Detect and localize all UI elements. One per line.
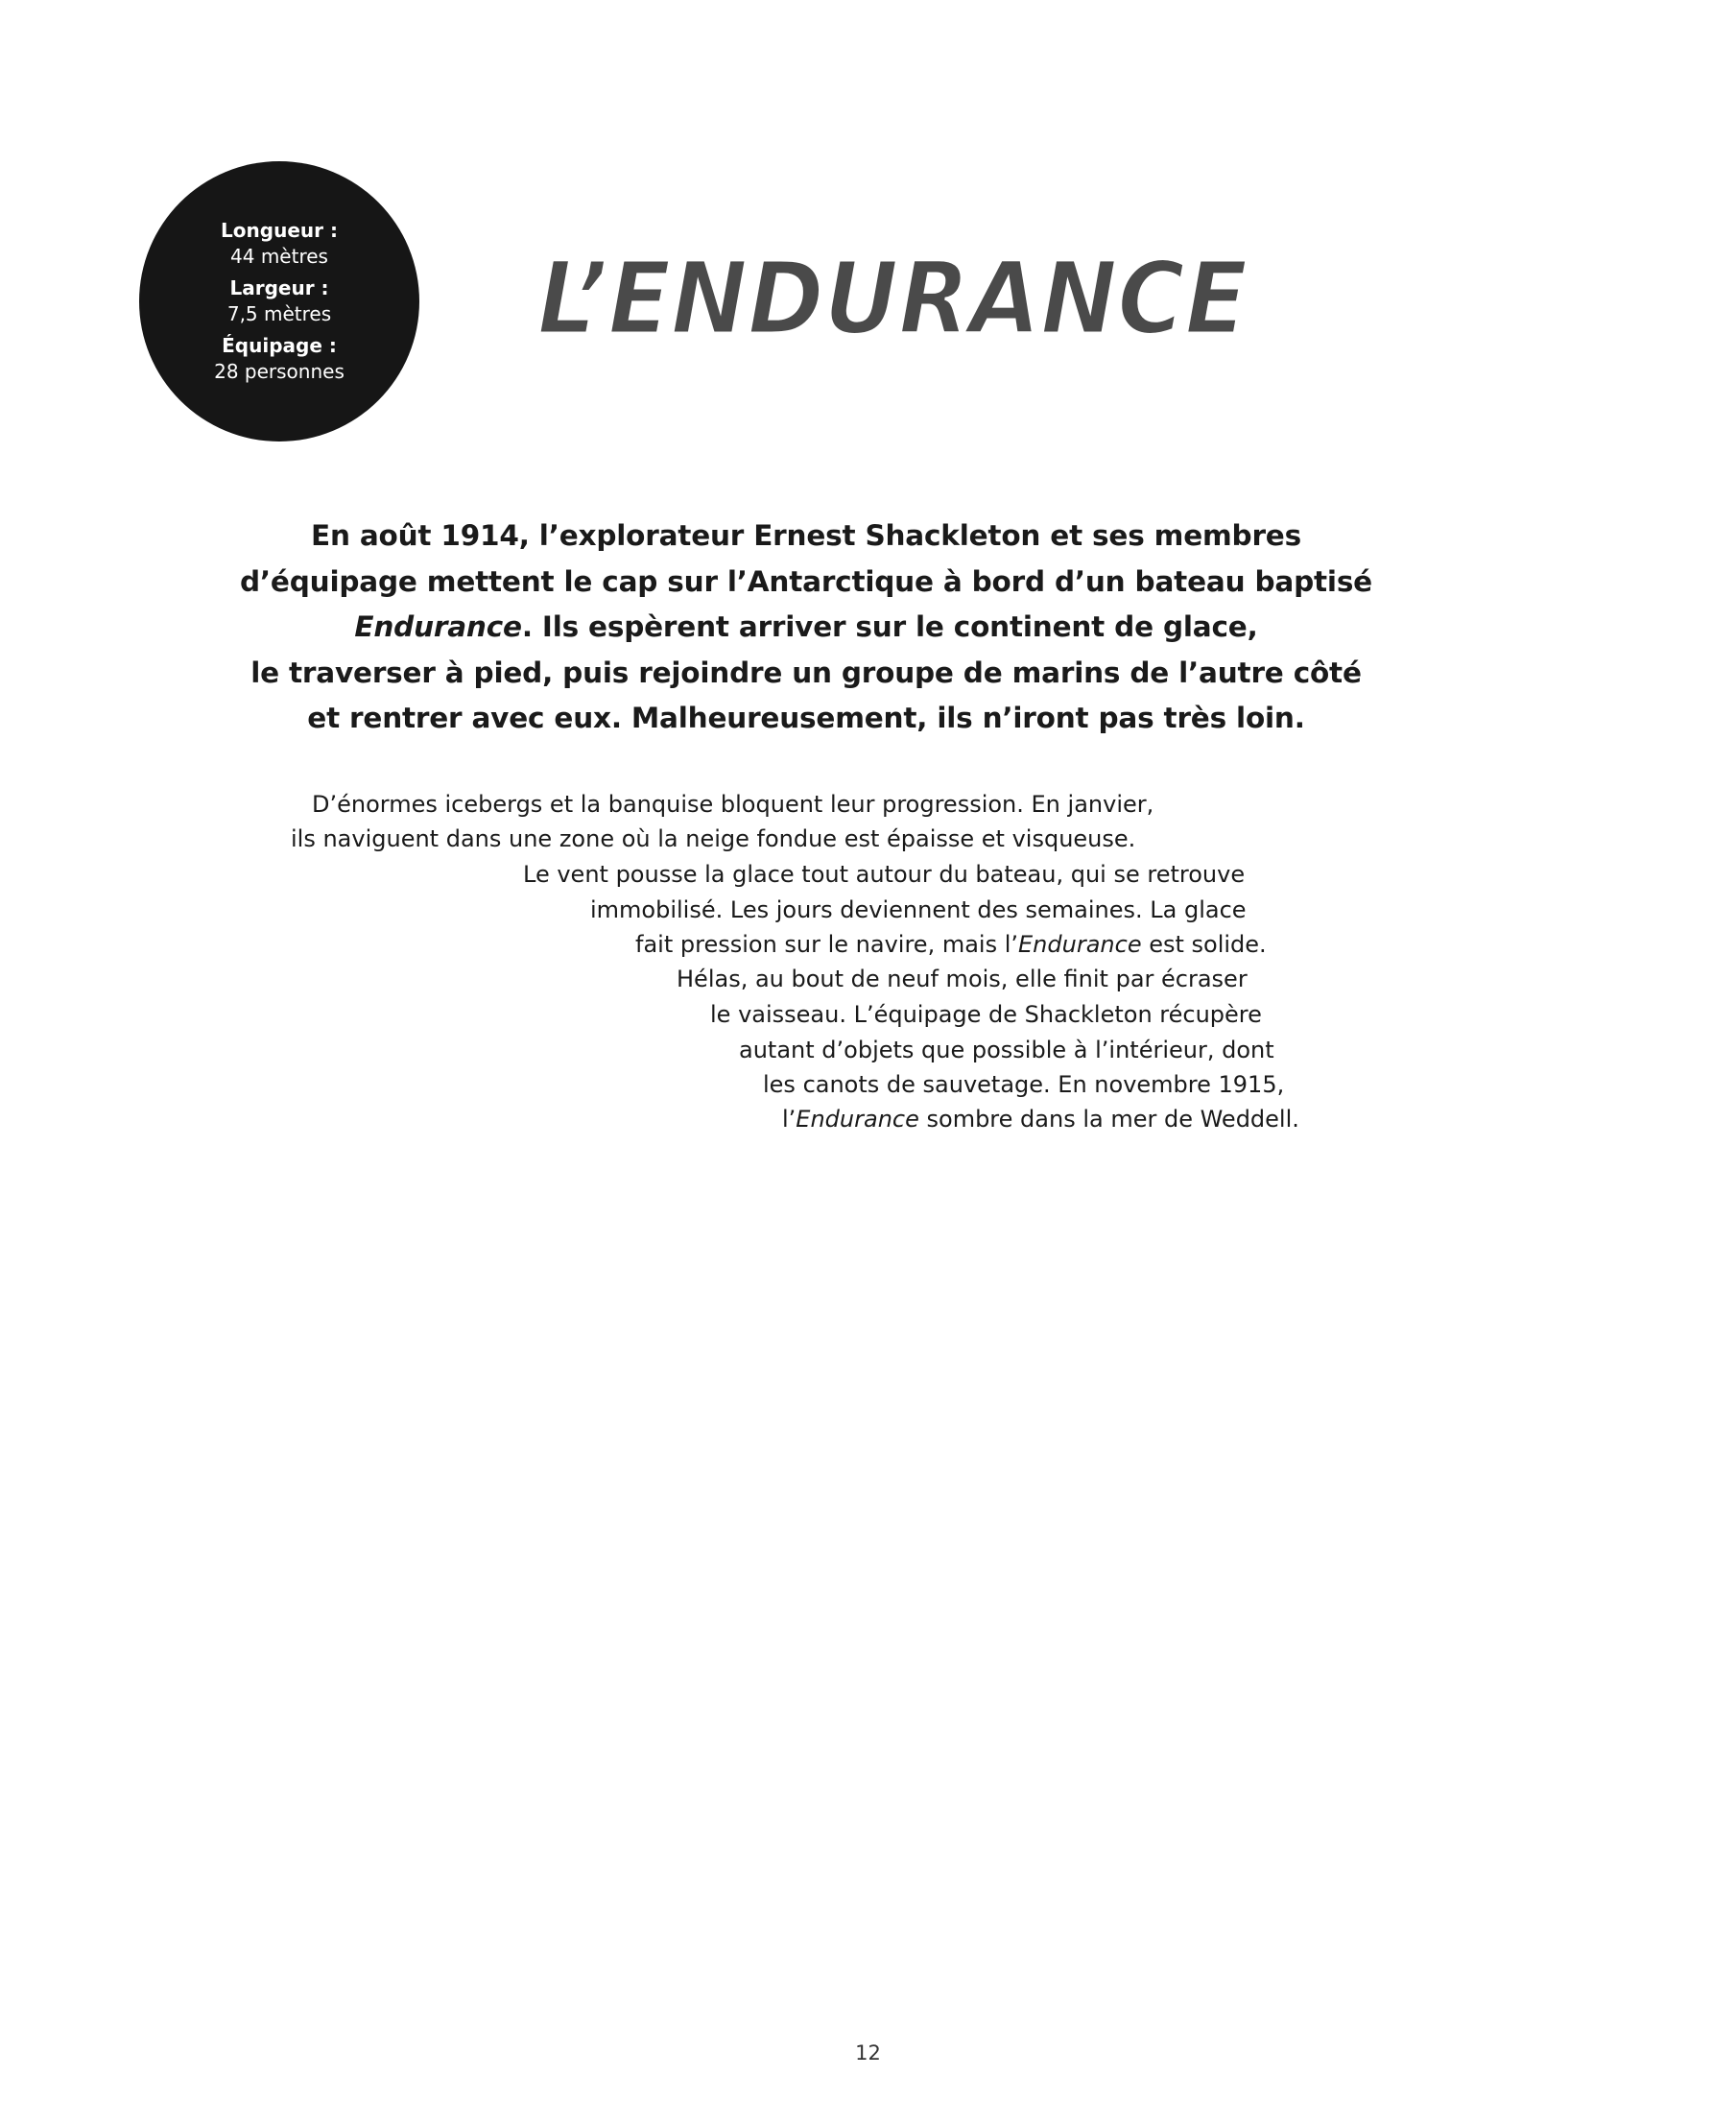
body-line-10-italic: Endurance bbox=[796, 1106, 919, 1133]
ship-stats-circle bbox=[139, 161, 419, 442]
stat-crew bbox=[214, 333, 345, 385]
body-line-7: le vaisseau. L’équipage de Shackleton récupère bbox=[710, 1001, 1262, 1028]
title-text: L’ENDURANCE bbox=[537, 245, 1248, 350]
body-line-5-b: est solide. bbox=[1141, 931, 1267, 958]
stat-crew-value: 28 personnes bbox=[214, 360, 345, 383]
ship-name-italic: Endurance bbox=[354, 610, 522, 643]
body-line-5-a: fait pression sur le navire, mais l’ bbox=[635, 931, 1019, 958]
body-line-4: immobilisé. Les jours deviennent des semaines. La glace bbox=[590, 896, 1247, 923]
stat-crew-label: Équipage : bbox=[222, 334, 337, 357]
lead-line-5: et rentrer avec eux. Malheureusement, ils n’iront pas très loin. bbox=[307, 702, 1305, 734]
body-line-2: ils naviguent dans une zone où la neige fondue est épaisse et visqueuse. bbox=[291, 825, 1136, 852]
stat-length-value: 44 mètres bbox=[230, 245, 328, 268]
lead-line-1: En août 1914, l’explorateur Ernest Shackleton et ses membres bbox=[311, 519, 1301, 552]
lead-line-4: le traverser à pied, puis rejoindre un groupe de marins de l’autre côté bbox=[250, 656, 1362, 689]
body-line-10-b: sombre dans la mer de Weddell. bbox=[918, 1106, 1299, 1133]
body-line-5 bbox=[635, 930, 1267, 959]
body-line-10-a: l’ bbox=[782, 1106, 797, 1133]
stat-width bbox=[227, 275, 331, 327]
page-number: 12 bbox=[855, 2041, 881, 2064]
stat-width-value: 7,5 mètres bbox=[226, 302, 332, 325]
lead-paragraph bbox=[230, 513, 1382, 742]
body-line-9: les canots de sauvetage. En novembre 1915, bbox=[763, 1071, 1285, 1098]
lead-line-3 bbox=[230, 605, 1382, 651]
body-line-1: D’énormes icebergs et la banquise bloquent leur progression. En janvier, bbox=[312, 791, 1154, 818]
body-line-6: Hélas, au bout de neuf mois, elle finit par écraser bbox=[677, 966, 1248, 992]
lead-line-3-rest: . Ils espèrent arriver sur le continent de glace, bbox=[521, 610, 1258, 643]
stat-width-label: Largeur : bbox=[229, 276, 329, 299]
stat-length-label: Longueur : bbox=[221, 219, 338, 242]
body-line-10 bbox=[782, 1105, 1299, 1134]
page-title bbox=[537, 245, 1267, 350]
body-line-3: Le vent pousse la glace tout autour du bateau, qui se retrouve bbox=[523, 861, 1246, 888]
body-line-8: autant d’objets que possible à l’intérieur, dont bbox=[739, 1037, 1274, 1063]
body-line-5-italic: Endurance bbox=[1018, 931, 1142, 958]
stat-length bbox=[221, 218, 338, 270]
lead-line-2: d’équipage mettent le cap sur l’Antarctique à bord d’un bateau baptisé bbox=[240, 564, 1372, 598]
title-svg bbox=[537, 245, 1267, 350]
